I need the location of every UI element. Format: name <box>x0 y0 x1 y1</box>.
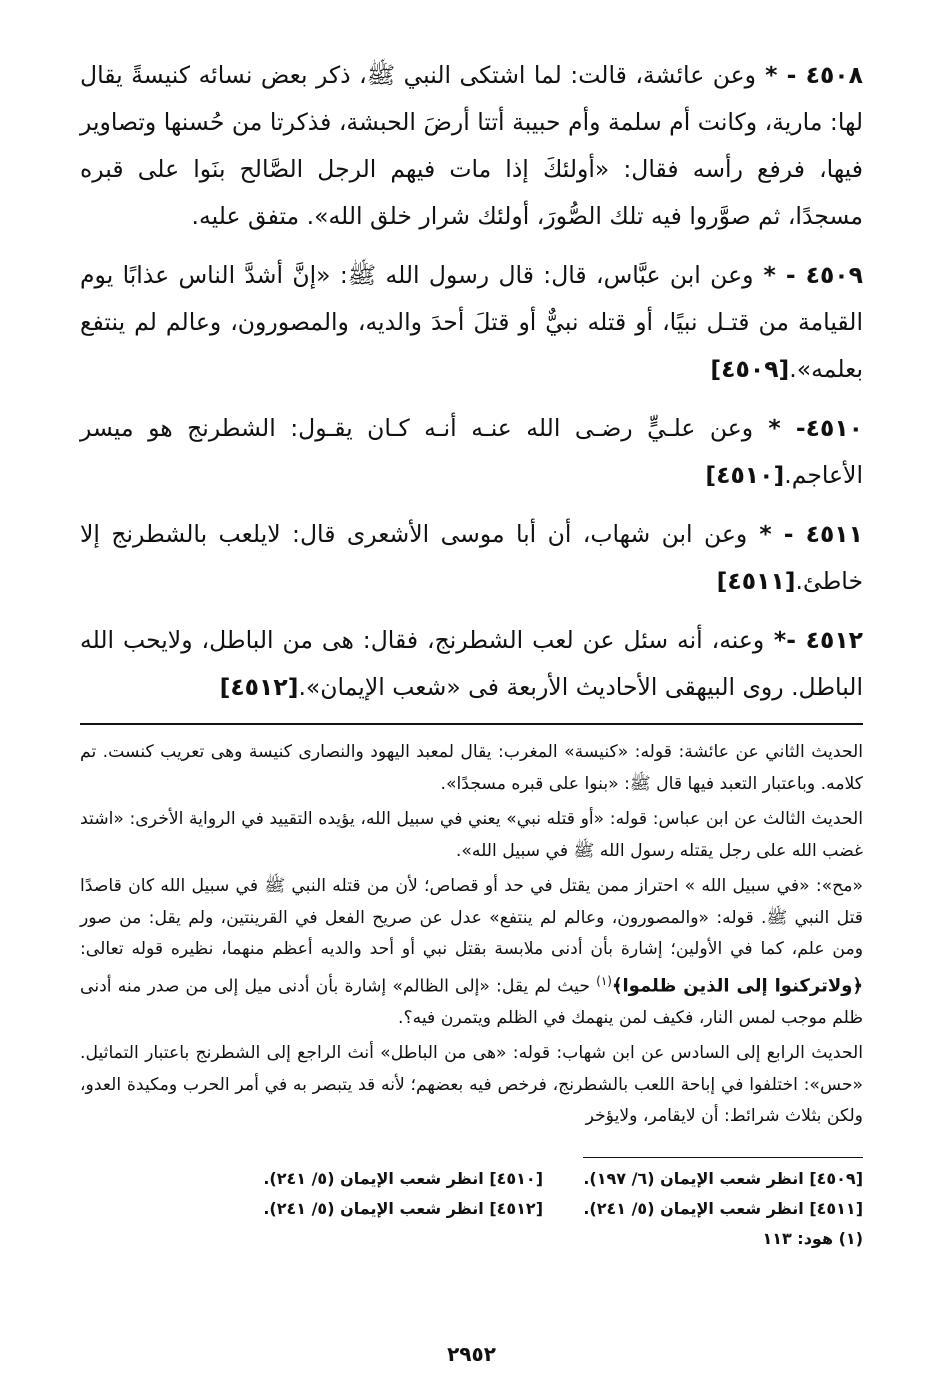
hadith-4512 <box>80 617 863 711</box>
footnote-marker: (١) <box>596 973 612 988</box>
commentary-paragraph-4: الحديث الرابع إلى السادس عن ابن شهاب: قوله: «هى من الباطل» أنث الراجع إلى الشطرنج باعتبار التماثيل. «حس»: اختلفوا في إباحة اللعب بالشطرنج، فرخص فيه بعضهم؛ لأنه قد يتبصر به في أمر الحرب ومكيدة العدو، ولكن بثلاث شرائط: أن لايقامر، ولايؤخر <box>80 1043 863 1127</box>
footnote-row <box>80 1164 863 1194</box>
hadith-text: وعنه، أنه سئل عن لعب الشطرنج، فقال: هى من الباطل، ولايحب الله الباطل. روى البيهقى الأحاديث الأربعة فى «شعب الإيمان». <box>80 626 863 701</box>
page-body <box>80 52 864 1366</box>
page-number: ٢٩٥٢ <box>447 1342 496 1366</box>
commentary-text: حيث لم يقل: «إلى الظالم» إشارة بأن أدنى ميل إلى من صدر منه أدنى ظلم موجب لمس النار، فكيف لمن ينهمك في الظلم ويتمرن فيه؟. <box>80 976 863 1028</box>
commentary-divider <box>80 723 863 725</box>
hadith-4509 <box>80 252 863 393</box>
commentary-paragraph-3 <box>80 871 863 1034</box>
hadith-reference: [٤٥١١] <box>716 567 796 595</box>
hadith-number: ٤٥٠٨ - * <box>755 61 863 89</box>
commentary-text: «مح»: «في سبيل الله » احتراز ممن يقتل في حد أو قصاص؛ لأن من قتله النبي ﷺ في سبيل الله كان قاصدًا قتل النبي ﷺ. قوله: «والمصورون، وعالم لم ينتفع» عدل عن صريح الفعل في القرينتين، ولم يقل: من صور ومن علم، كما في الأولين؛ إشارة بأن أدنى ملابسة بقتل نبي أو أحد والديه أعظم منهما، نظيره قوله تعالى: <box>80 876 863 959</box>
hadith-reference: [٤٥١٢] <box>219 673 299 701</box>
footnote-4512: [٤٥١٢] انظر شعب الإيمان (٥/ ٢٤١). <box>263 1198 543 1218</box>
footnote-4509: [٤٥٠٩] انظر شعب الإيمان (٦/ ١٩٧). <box>583 1168 863 1188</box>
footnote-divider <box>583 1157 863 1158</box>
hadith-number: ٤٥١٠- * <box>753 414 864 442</box>
footnotes <box>80 1164 863 1254</box>
commentary-paragraph-1: الحديث الثاني عن عائشة: قوله: «كنيسة» المغرب: يقال لمعبد اليهود والنصارى كنيسة وهى تعريب كنست. تم كلامه. وباعتبار التعبد فيها قال ﷺ: «بنوا على قبره مسجدًا». <box>80 742 863 794</box>
footnote-4511: [٤٥١١] انظر شعب الإيمان (٥/ ٢٤١). <box>583 1198 863 1218</box>
footnote-row <box>80 1194 863 1224</box>
hadith-4511 <box>80 511 863 605</box>
footnote-row <box>80 1224 863 1254</box>
hadith-number: ٤٥١٢ -* <box>764 626 864 654</box>
commentary-paragraph-2: الحديث الثالث عن ابن عباس: قوله: «أو قتله نبي» يعني في سبيل الله، يؤيده التقييد في الرواية الأخرى: «اشتد غضب الله على رجل يقتله رسول الله ﷺ في سبيل الله». <box>80 809 863 861</box>
hadith-text: وعن عائشة، قالت: لما اشتكى النبي ﷺ، ذكر بعض نسائه كنيسةً يقال لها: مارية، وكانت أم سلمة وأم حبيبة أتتا أرضَ الحبشة، فذكرتا من حُسنها وتصاوير فيها، فرفع رأسه فقال: «أولئكَ إذا مات فيهم الرجل الصَّالح بنَوا على قبره مسجدًا، ثم صوَّروا فيه تلك الصُّورَ، أولئك شرار خلق الله». متفق عليه. <box>80 61 863 230</box>
hadith-number: ٤٥١١ - * <box>747 520 863 548</box>
hadith-reference: [٤٥٠٩] <box>710 355 790 383</box>
hadith-number: ٤٥٠٩ - * <box>753 261 863 289</box>
quran-quote: ﴿ولاتركنوا إلى الذين ظلموا﴾ <box>611 975 863 997</box>
footnote-quran: (١) هود: ١١٣ <box>762 1228 863 1248</box>
hadith-reference: [٤٥١٠] <box>705 461 785 489</box>
hadith-4510 <box>80 405 863 499</box>
hadith-text: وعن ابن شهاب، أن أبا موسى الأشعرى قال: لايلعب بالشطرنج إلا خاطئ. <box>80 520 863 595</box>
hadith-4508 <box>80 52 863 240</box>
hadith-text: وعن ابن عبَّاس، قال: قال رسول الله ﷺ: «إنَّ أشدَّ الناس عذابًا يوم القيامة من قتـل نبيًا، أو قتله نبيٌّ أو قتلَ أحدَ والديه، والمصورون، وعالم لم ينتفع بعلمه». <box>80 261 863 383</box>
footnote-4510: [٤٥١٠] انظر شعب الإيمان (٥/ ٢٤١). <box>263 1168 543 1188</box>
hadith-text: وعن علـيٍّ رضـى الله عنـه أنـه كـان يقـول: الشطرنج هو ميسر الأعاجم. <box>80 414 863 489</box>
